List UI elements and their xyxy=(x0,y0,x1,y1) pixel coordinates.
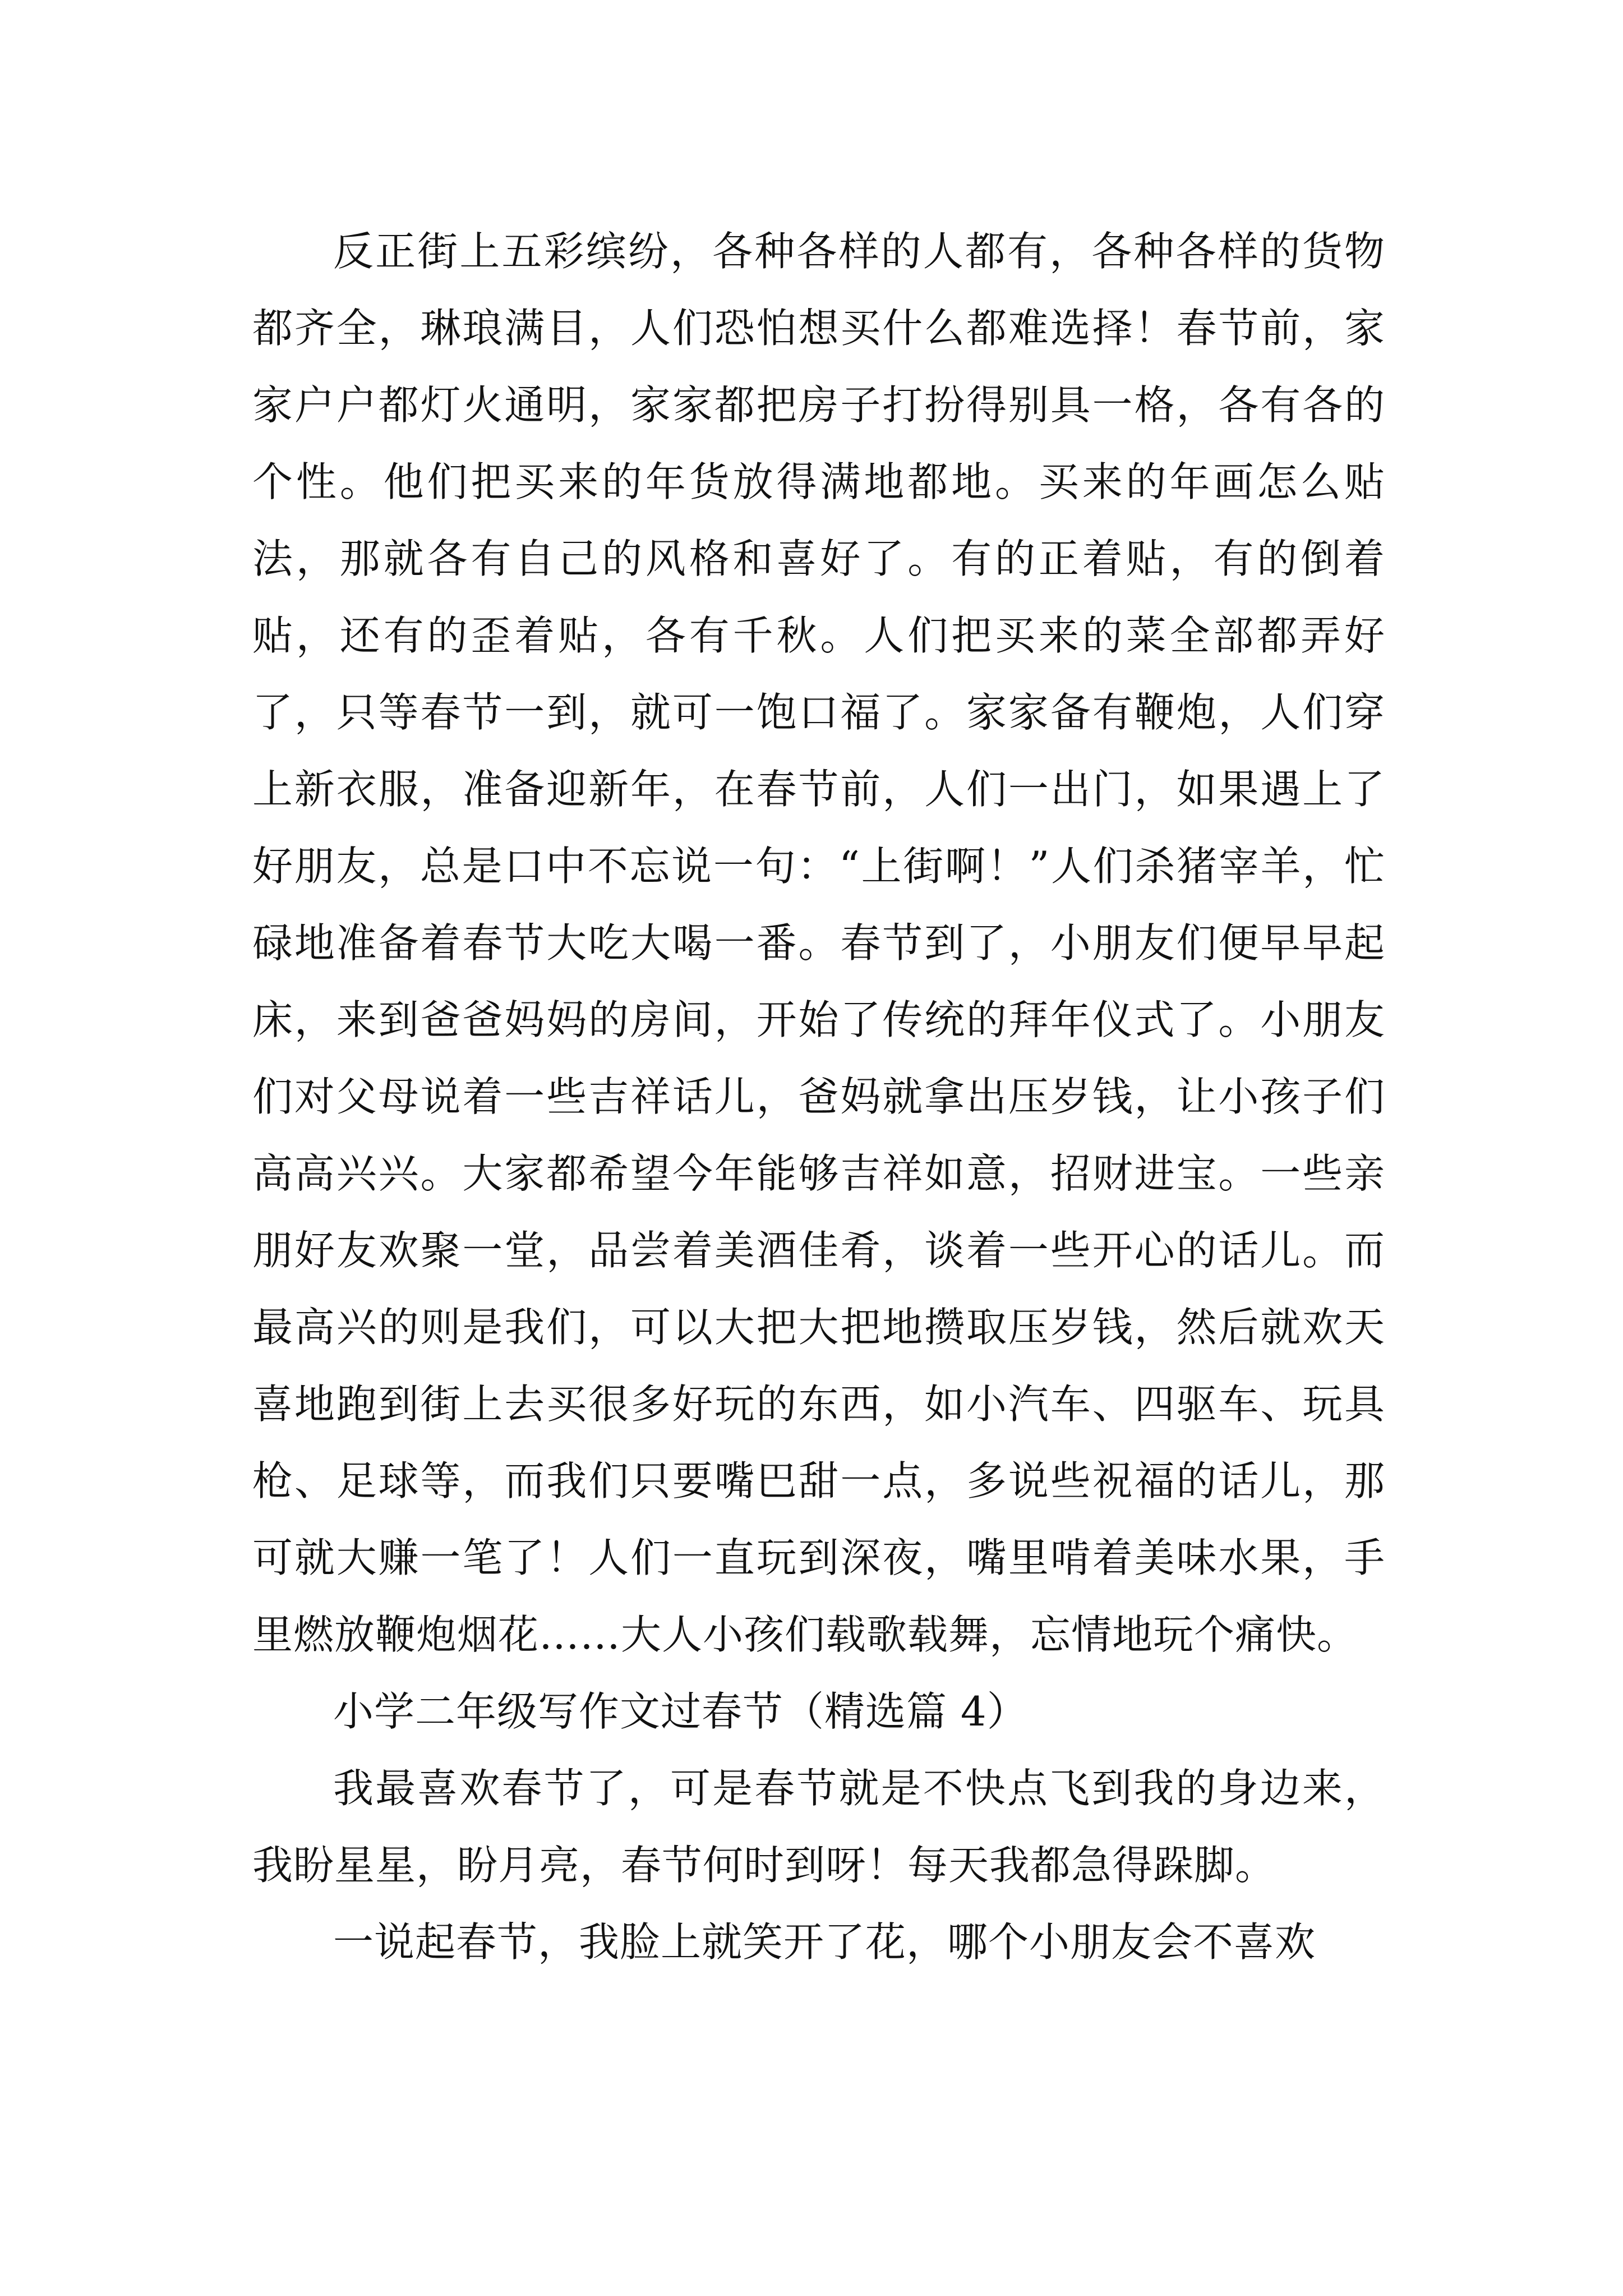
paragraph-spring-festival-street: 反正街上五彩缤纷，各种各样的人都有，各种各样的货物都齐全，琳琅满目，人们恐怕想买什么都难选择！春节前，家家户户都灯火通明，家家都把房子打扮得别具一格，各有各的个性。他们把买来的年货放得满地都地。买来的年画怎么贴法，那就各有自己的风格和喜好了。有的正着贴，有的倒着贴，还有的歪着贴，各有千秋。人们把买来的菜全部都弄好了，只等春节一到，就可一饱口福了。家家备有鞭炮，人们穿上新衣服，准备迎新年，在春节前，人们一出门，如果遇上了好朋友，总是口中不忘说一句：“上街啊！”人们杀猪宰羊，忙碌地准备着春节大吃大喝一番。春节到了，小朋友们便早早起床，来到爸爸妈妈的房间，开始了传统的拜年仪式了。小朋友们对父母说着一些吉祥话儿，爸妈就拿出压岁钱，让小孩子们高高兴兴。大家都希望今年能够吉祥如意，招财进宝。一些亲朋好友欢聚一堂，品尝着美酒佳肴，谈着一些开心的话儿。而最高兴的则是我们，可以大把大把地攒取压岁钱，然后就欢天喜地跑到街上去买很多好玩的东西，如小汽车、四驱车、玩具枪、足球等，而我们只要嘴巴甜一点，多说些祝福的话儿，那可就大赚一笔了！人们一直玩到深夜，嘴里啃着美味水果，手里燃放鞭炮烟花……大人小孩们载歌载舞，忘情地玩个痛快。 xyxy=(252,228,1385,1658)
paragraph-smile-blossom: 一说起春节，我脸上就笑开了花，哪个小朋友会不喜欢 xyxy=(333,1918,1316,1966)
essay-heading: 小学二年级写作文过春节（精选篇 4） xyxy=(333,1688,1028,1735)
paragraph-favorite-festival: 我最喜欢春节了，可是春节就是不快点飞到我的身边来，我盼星星，盼月亮，春节何时到呀！每天我都急得跺脚。 xyxy=(252,1765,1385,1889)
document-body xyxy=(252,213,1385,1981)
